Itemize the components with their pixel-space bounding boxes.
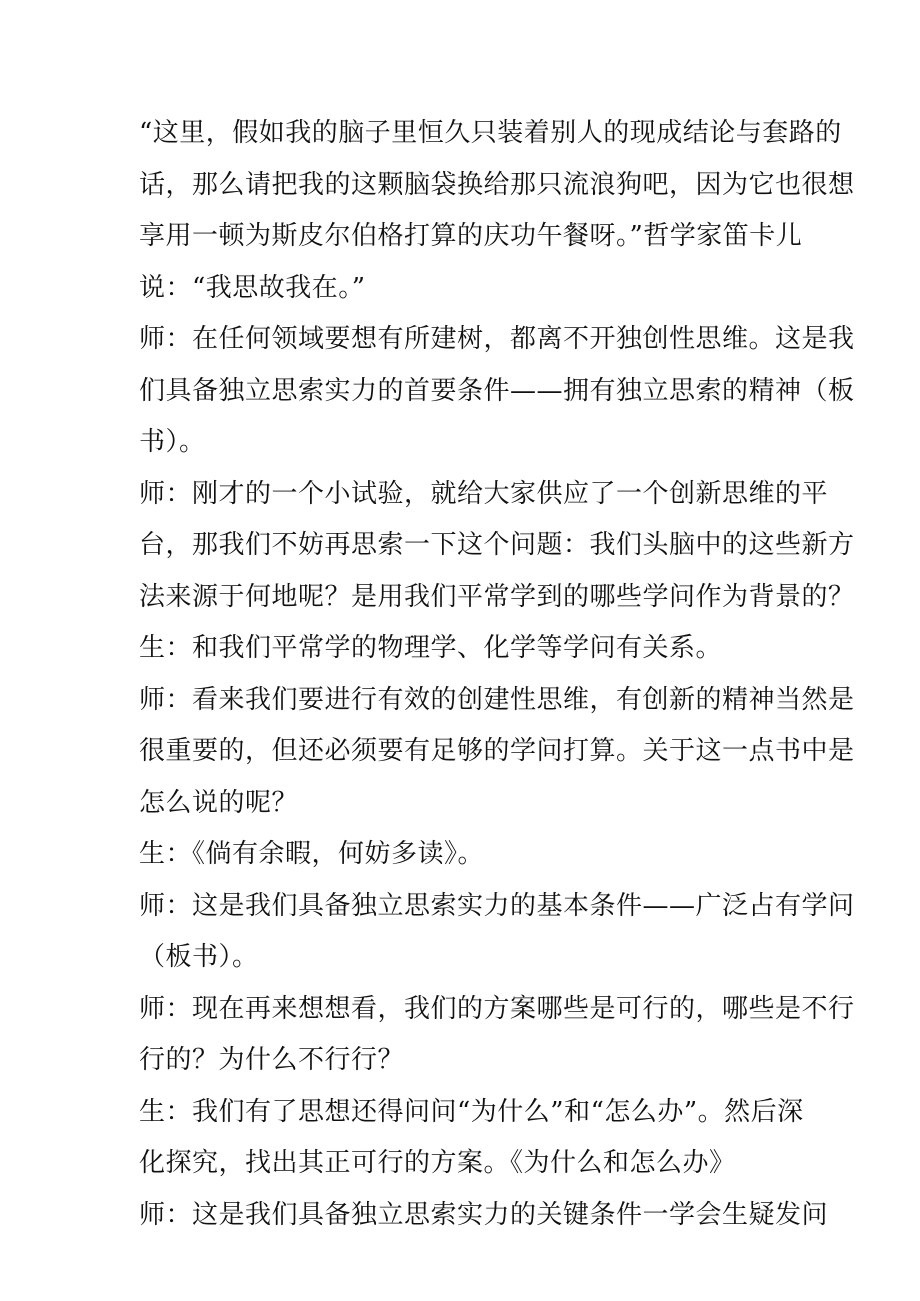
text-line: 怎么说的呢？: [139, 787, 299, 818]
text-line: 生：《倘有余暇，何妨多读》。: [139, 839, 485, 869]
text-line: 师：这是我们具备独立思索实力的基本条件——广泛占有学问: [139, 890, 855, 921]
document-body: [139, 108, 855, 1241]
text-line: （板书）。: [139, 942, 259, 972]
text-line: 师：刚才的一个小试验，就给大家供应了一个创新思维的平: [139, 478, 829, 509]
text-line: 法来源于何地呢？是用我们平常学到的哪些学问作为背景的？: [139, 581, 855, 612]
text-line: 生：和我们平常学的物理学、化学等学问有关系。: [139, 633, 723, 663]
text-line: 台，那我们不妨再思索一下这个问题：我们头脑中的这些新方: [139, 530, 855, 560]
text-line: 师：看来我们要进行有效的创建性思维，有创新的精神当然是: [139, 684, 855, 715]
text-line: 生：我们有了思想还得问问“为什么”和“怎么办”。然后深: [139, 1096, 804, 1127]
text-line: 们具备独立思索实力的首要条件——拥有独立思索的精神（板: [139, 375, 855, 406]
text-line: 师：在任何领域要想有所建树，都离不开独创性思维。这是我: [139, 324, 855, 354]
text-line: 说：“我思故我在。”: [139, 272, 366, 303]
text-line: 行的？为什么不行行？: [139, 1045, 405, 1075]
text-line: 化探究，找出其正可行的方案。《为什么和怎么办》: [139, 1148, 736, 1178]
text-line: 师：这是我们具备独立思索实力的关键条件一学会生疑发问: [139, 1199, 829, 1230]
text-line: 话，那么请把我的这颗脑袋换给那只流浪狗吧，因为它也很想: [139, 169, 855, 200]
text-line: “这里，假如我的脑子里恒久只装着别人的现成结论与套路的: [139, 118, 842, 148]
text-line: 书）。: [139, 427, 206, 457]
text-line: 很重要的，但还必须要有足够的学问打算。关于这一点书中是: [139, 736, 855, 766]
text-line: 师：现在再来想想看，我们的方案哪些是可行的，哪些是不行: [139, 993, 855, 1024]
text-line: 享用一顿为斯皮尔伯格打算的庆功午餐呀。”哲学家笛卡儿: [139, 221, 803, 251]
